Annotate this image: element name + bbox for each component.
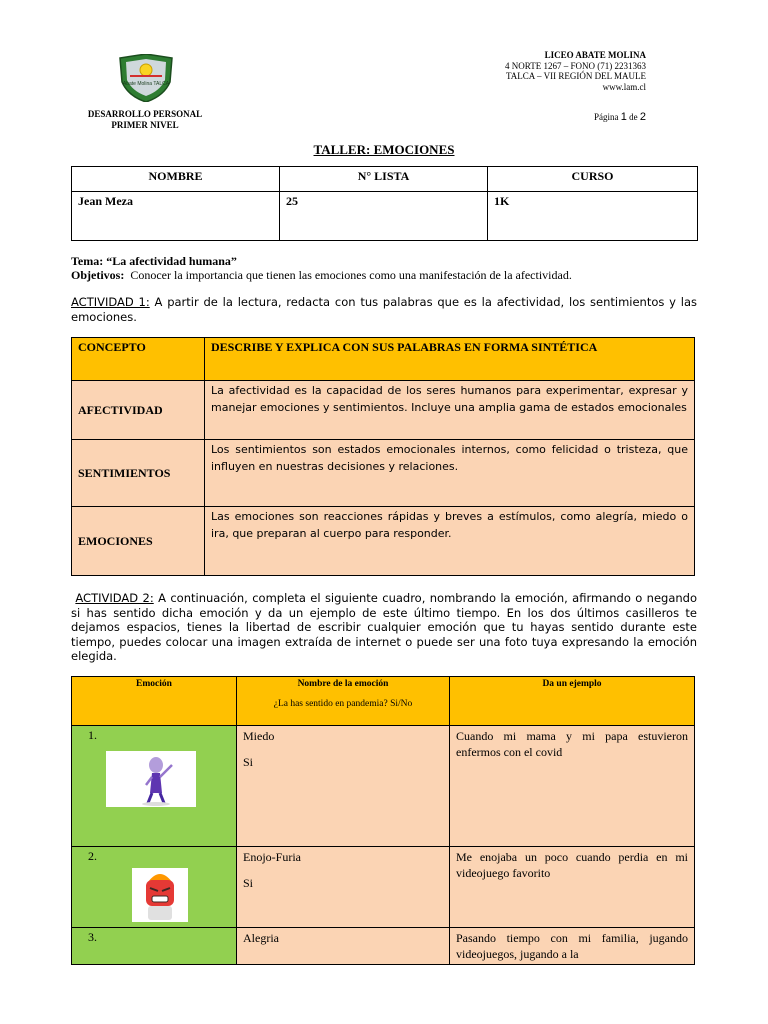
table-row [72, 381, 695, 440]
topic-section [71, 254, 701, 282]
header-describe: DESCRIBE Y EXPLICA CON SUS PALABRAS EN FORMA SINTÉTICA [205, 338, 695, 381]
objetivos-text: Conocer la importancia que tienen las emociones como una manifestación de la afectividad. [130, 268, 572, 282]
table-header-row [72, 338, 695, 381]
header-nombre-label: Nombre de la emoción [297, 679, 389, 689]
school-info [505, 50, 646, 92]
concept-cell: AFECTIVIDAD [72, 381, 205, 440]
school-address: 4 NORTE 1267 – FONO (71) 2231363 [505, 60, 646, 71]
student-info-table [71, 166, 698, 241]
header-lista: N° LISTA [280, 167, 488, 192]
header-nombre: NOMBRE [72, 167, 280, 192]
emotion-name-cell[interactable] [237, 726, 450, 847]
table-row [72, 847, 695, 928]
table-row [72, 928, 695, 965]
emotion-cell [72, 847, 237, 928]
table-header-row [72, 677, 695, 726]
emotion-name: Alegria [243, 931, 279, 945]
row-number: 3. [88, 930, 97, 944]
tema-text: “La afectividad humana” [106, 254, 237, 268]
emotion-example-cell[interactable]: Me enojaba un poco cuando perdia en mi videojuego favorito [450, 847, 695, 928]
school-website: www.lam.cl [602, 81, 646, 92]
activity-1-text: A partir de la lectura, redacta con tus palabras que es la afectividad, los sentimientos y las emociones. [71, 295, 698, 324]
page-current: 1 [620, 111, 627, 123]
header-ejemplo: Da un ejemplo [450, 677, 695, 726]
header-curso: CURSO [488, 167, 698, 192]
page-of: de [629, 112, 638, 122]
emotion-name: Enojo-Furia [243, 850, 301, 864]
emotion-felt: Si [243, 755, 254, 769]
activity-1-instructions [71, 295, 697, 324]
page-prefix: Página [594, 112, 619, 122]
table-row [72, 507, 695, 576]
page-number [594, 111, 646, 123]
dept-line-1: DESARROLLO PERSONAL [87, 109, 203, 119]
description-cell[interactable]: Las emociones son reacciones rápidas y breves a estímulos, como alegría, miedo o ira, que preparan al cuerpo para responder. [205, 507, 695, 576]
student-list-number-cell[interactable]: 25 [280, 192, 488, 241]
student-name-cell[interactable]: Jean Meza [72, 192, 280, 241]
student-course-cell[interactable]: 1K [488, 192, 698, 241]
header-emocion: Emoción [72, 677, 237, 726]
emotion-table [71, 676, 695, 965]
description-cell[interactable]: La afectividad es la capacidad de los seres humanos para experimentar, expresar y manejar emociones y sentimientos. Incluye una amplia gama de estados emocionales [205, 381, 695, 440]
emotion-example-cell[interactable]: Pasando tiempo con mi familia, jugando videojuegos, jugando a la [450, 928, 695, 965]
header-nombre-emocion [237, 677, 450, 726]
activity-2-label: ACTIVIDAD 2: [75, 591, 154, 605]
anger-character-image [132, 868, 188, 922]
concept-cell: SENTIMIENTOS [72, 440, 205, 507]
concept-table [71, 337, 695, 576]
table-header-row [72, 167, 698, 192]
page-total: 2 [639, 111, 646, 123]
objetivos-label: Objetivos: [71, 268, 125, 282]
logo-text: Abate Molina TALCA [122, 81, 170, 87]
school-logo [118, 54, 174, 102]
page-title: TALLER: EMOCIONES [313, 142, 455, 157]
header-pandemia-question: ¿La has sentido en pandemia? Si/No [273, 699, 413, 709]
department-label [60, 109, 230, 131]
school-city: TALCA – VII REGIÓN DEL MAULE [505, 71, 646, 81]
emotion-cell [72, 726, 237, 847]
table-row [72, 192, 698, 241]
table-row [72, 726, 695, 847]
concept-cell: EMOCIONES [72, 507, 205, 576]
tema-label: Tema: [71, 254, 104, 268]
row-number: 1. [88, 728, 97, 742]
row-number: 2. [88, 849, 97, 863]
activity-2-text: A continuación, completa el siguiente cuadro, nombrando la emoción, afirmando o negando si has sentido dicha emoción y da un ejemplo de este último tiempo. En los dos últimos casilleros te dejamos espacios, tienes la libertad de escribir cualquier emoción que tu hayas sentido durante este tiempo, puedes colocar una imagen extraída de internet o puede ser una foto tuya expresando la emoción elegida. [71, 591, 698, 663]
emotion-felt: Si [243, 876, 254, 890]
emotion-name-cell[interactable] [237, 847, 450, 928]
table-row [72, 440, 695, 507]
emotion-name: Miedo [243, 729, 275, 743]
school-name: LICEO ABATE MOLINA [544, 50, 646, 60]
emotion-example-cell[interactable]: Cuando mi mama y mi papa estuvieron enfermos con el covid [450, 726, 695, 847]
emotion-name-cell[interactable] [237, 928, 450, 965]
description-cell[interactable]: Los sentimientos son estados emocionales internos, como felicidad o tristeza, que influyen en nuestras decisiones y relaciones. [205, 440, 695, 507]
emotion-cell [72, 928, 237, 965]
dept-line-2: PRIMER NIVEL [111, 120, 179, 130]
activity-2-instructions [71, 591, 697, 664]
header-concepto: CONCEPTO [72, 338, 205, 381]
activity-1-label: ACTIVIDAD 1: [71, 295, 150, 309]
fear-character-image [106, 751, 196, 807]
